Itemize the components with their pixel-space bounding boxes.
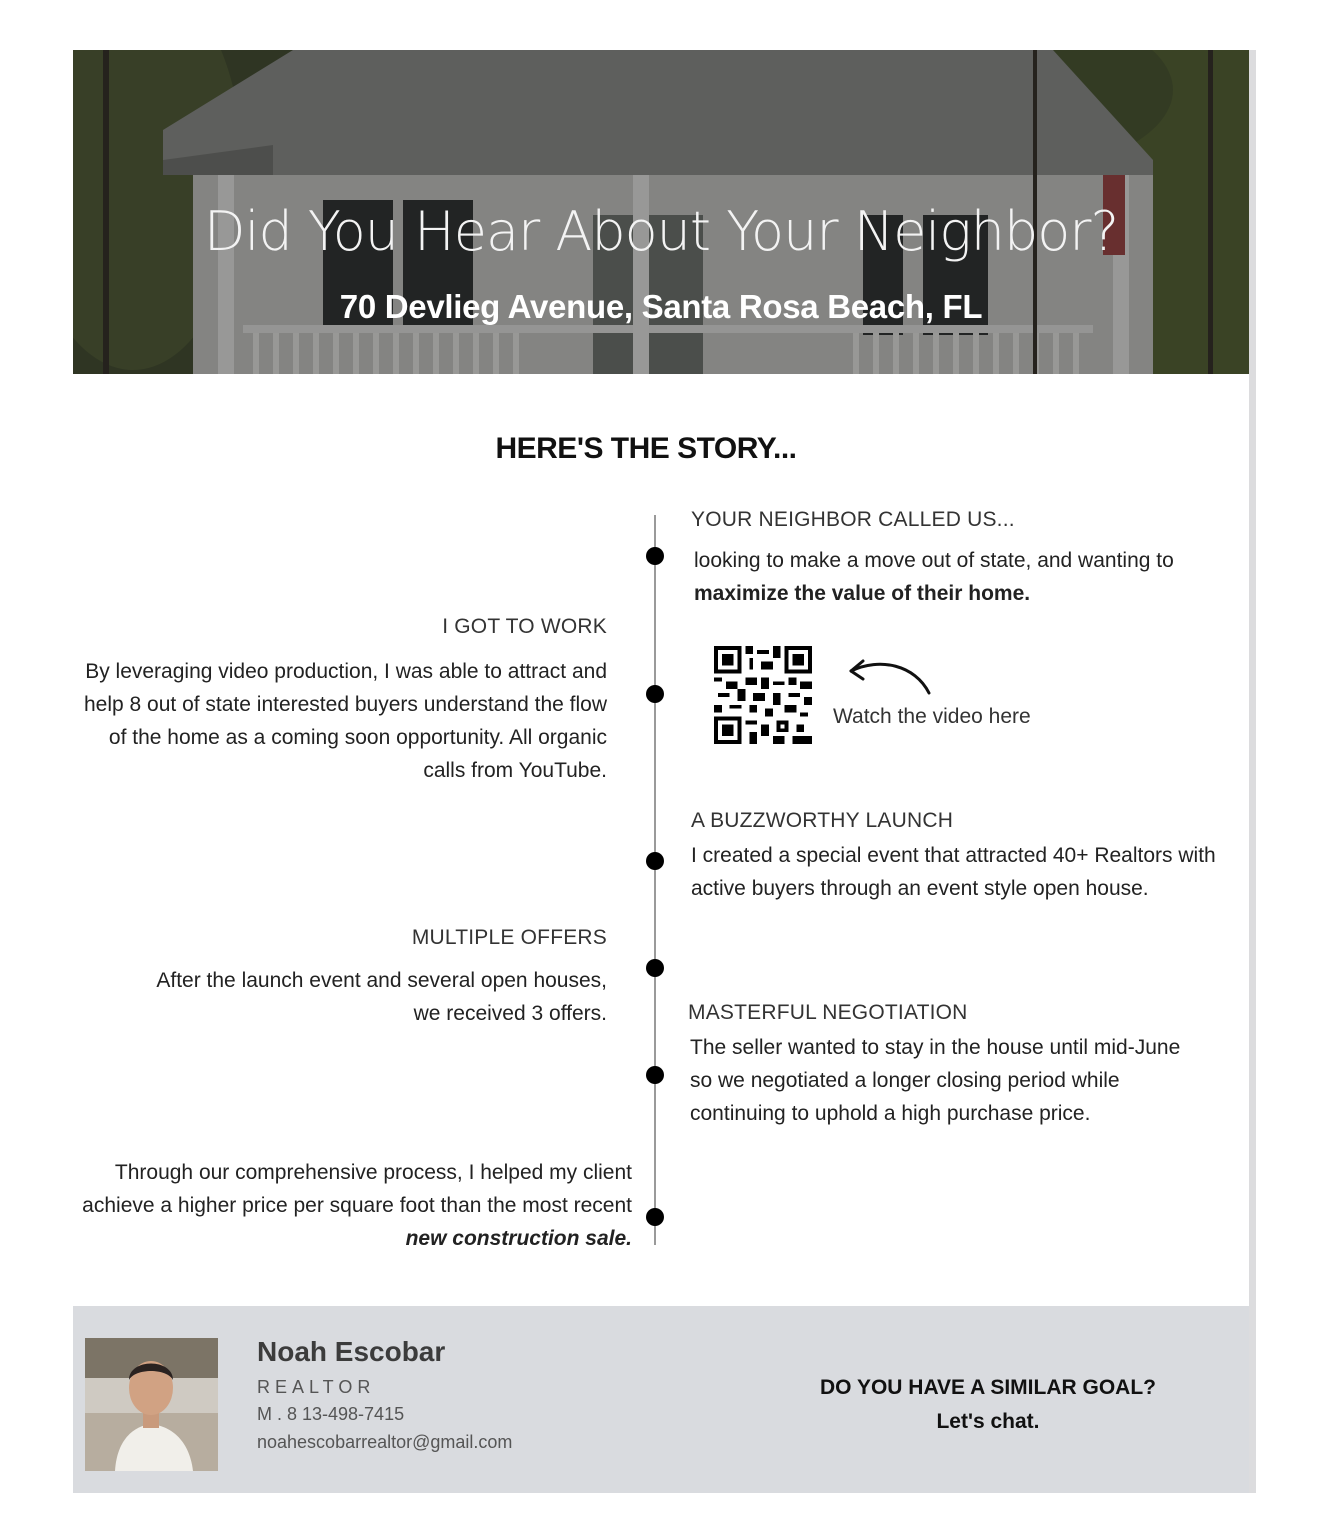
entry-body [70,1156,632,1255]
avatar [85,1338,218,1471]
entry-heading: MASTERFUL NEGOTIATION [688,1001,968,1024]
watch-video-link[interactable]: Watch the video here [833,705,1031,728]
entry-body: After the launch event and several open houses, we received 3 offers. [156,969,607,1025]
timeline-dot [646,685,664,703]
story-title: HERE'S THE STORY... [495,432,797,465]
hero-banner [73,50,1249,374]
story-entry-neighbor-called [691,508,1211,610]
agent-email[interactable]: noahescobarrealtor@gmail.com [257,1432,513,1452]
curved-arrow-icon [845,655,935,697]
entry-body-emphasis: new construction sale. [405,1227,632,1250]
entry-body-text: Through our comprehensive process, I helped my client achieve a higher price per square foot than the most recent [82,1161,632,1217]
agent-name: Noah Escobar [257,1336,446,1367]
story-entry-got-to-work [80,615,607,787]
timeline-line [654,515,656,1245]
entry-body [691,544,1211,610]
entry-heading: A BUZZWORTHY LAUNCH [691,809,954,832]
entry-body: The seller wanted to stay in the house until mid-June so we negotiated a longer closing period while continuing to uphold a high purchase price. [690,1036,1181,1125]
timeline-dot [646,547,664,565]
cta-lets-chat[interactable]: Let's chat. [936,1410,1040,1433]
agent-photo [85,1338,218,1471]
entry-body-text: looking to make a move out of state, and wanting to [694,549,1174,572]
story-entry-result [70,1156,632,1255]
entry-body: I created a special event that attracted 40+ Realtors with active buyers through an event style open house. [691,844,1216,900]
entry-body-emphasis: maximize the value of their home. [694,582,1031,605]
page-edge [1249,50,1256,1493]
story-entry-multiple-offers [150,926,607,1030]
agent-phone[interactable]: M . 8 13-498-7415 [257,1404,405,1424]
agent-role: REALTOR [257,1377,376,1397]
timeline-dot [646,959,664,977]
entry-heading: MULTIPLE OFFERS [411,926,607,949]
timeline-dot [646,1066,664,1084]
timeline-dot [646,852,664,870]
entry-heading: YOUR NEIGHBOR CALLED US... [691,508,1015,531]
qr-code-icon[interactable] [714,646,812,744]
cta-question: DO YOU HAVE A SIMILAR GOAL? [819,1376,1156,1399]
property-address: 70 Devlieg Avenue, Santa Rosa Beach, FL [339,288,983,325]
story-entry-masterful-negotiation [688,1001,1208,1130]
story-entry-buzzworthy-launch [691,809,1216,905]
hero-title: Did You Hear About Your Neighbor? [203,200,1119,263]
timeline-dot [646,1208,664,1226]
entry-body: By leveraging video production, I was able to attract and help 8 out of state interested buyers understand the flow of the home as a coming soon opportunity. All organic calls from YouTube. [83,660,607,782]
entry-heading: I GOT TO WORK [442,615,607,638]
